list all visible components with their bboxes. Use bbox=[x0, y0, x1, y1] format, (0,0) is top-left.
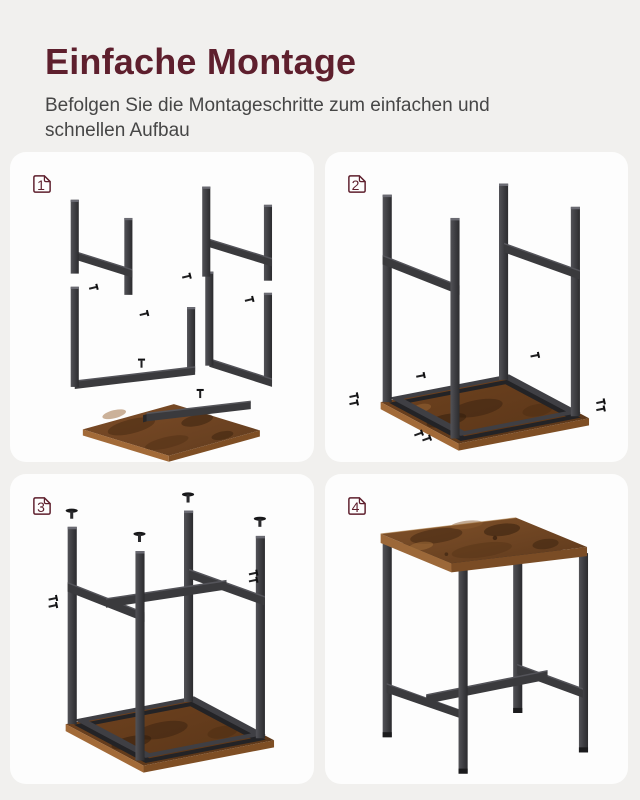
step-number-badge bbox=[345, 172, 369, 196]
front-leg bbox=[135, 551, 144, 760]
leg-frame-upper-right bbox=[202, 187, 272, 281]
middle-crossbar bbox=[106, 580, 226, 608]
tabletop bbox=[380, 518, 586, 573]
step-number: 2 bbox=[351, 176, 360, 193]
page-subtitle: Befolgen Sie die Montageschritte zum einfachen und schnellen Aufbau bbox=[45, 94, 490, 141]
side-rails bbox=[382, 243, 579, 295]
header bbox=[0, 0, 640, 143]
step-panel-2 bbox=[325, 152, 629, 462]
step-number-badge bbox=[345, 494, 369, 518]
step-number: 1 bbox=[37, 176, 45, 193]
leg-frame-lower-right bbox=[205, 272, 272, 387]
step-panel-3 bbox=[10, 474, 314, 784]
leg-feet bbox=[382, 708, 587, 774]
step-number-badge bbox=[30, 494, 54, 518]
step-1-illustration bbox=[10, 152, 314, 462]
step-number-badge bbox=[30, 172, 54, 196]
steps-grid bbox=[10, 152, 628, 784]
step-4-illustration bbox=[325, 474, 629, 784]
step-panel-1 bbox=[10, 152, 314, 462]
step-2-illustration bbox=[325, 152, 629, 462]
step-number: 4 bbox=[351, 498, 360, 515]
adjustable-feet bbox=[66, 492, 266, 542]
step-number: 3 bbox=[37, 498, 45, 515]
step-panel-4 bbox=[325, 474, 629, 784]
leg-frame-upper-left bbox=[71, 200, 133, 295]
leg-frame-lower-left bbox=[71, 287, 195, 389]
front-leg bbox=[458, 568, 467, 773]
page-title: Einfache Montage bbox=[45, 41, 357, 82]
front-leg bbox=[450, 218, 459, 439]
middle-crossbar bbox=[426, 670, 547, 704]
step-3-illustration bbox=[10, 474, 314, 784]
